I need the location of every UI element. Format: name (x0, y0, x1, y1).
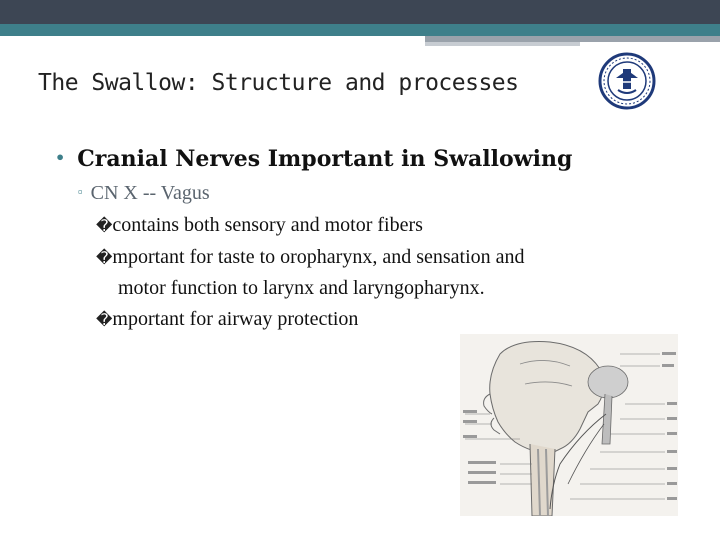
header-bar-dark (0, 0, 720, 24)
slide-title: The Swallow: Structure and processes (38, 70, 519, 96)
list-glyph: � (96, 248, 113, 267)
list-item-text: mportant for airway protection (112, 308, 359, 330)
anatomy-diagram-image (460, 334, 678, 516)
sub-bullet-text: CN X -- Vagus (90, 182, 210, 204)
bullet-marker: • (55, 148, 66, 167)
sub-bullet-marker: ▫ (78, 184, 83, 199)
list-glyph: � (96, 216, 113, 235)
list-item-text: contains both sensory and motor fibers (112, 214, 423, 236)
slide-heading: Cranial Nerves Important in Swallowing (77, 146, 573, 172)
list-item (96, 242, 696, 303)
header-bar-teal (0, 24, 720, 36)
list-glyph: � (96, 310, 113, 329)
header-bar-light-gray (425, 42, 580, 46)
list-item (96, 304, 696, 335)
sub-bullet (78, 182, 210, 205)
list-item-continuation: motor function to larynx and laryngopharynx. (118, 277, 485, 299)
list-item (96, 210, 696, 241)
list-item-text: mportant for taste to oropharynx, and sensation and (112, 246, 525, 268)
university-seal-icon (598, 52, 656, 110)
heading-bullet (55, 146, 572, 172)
